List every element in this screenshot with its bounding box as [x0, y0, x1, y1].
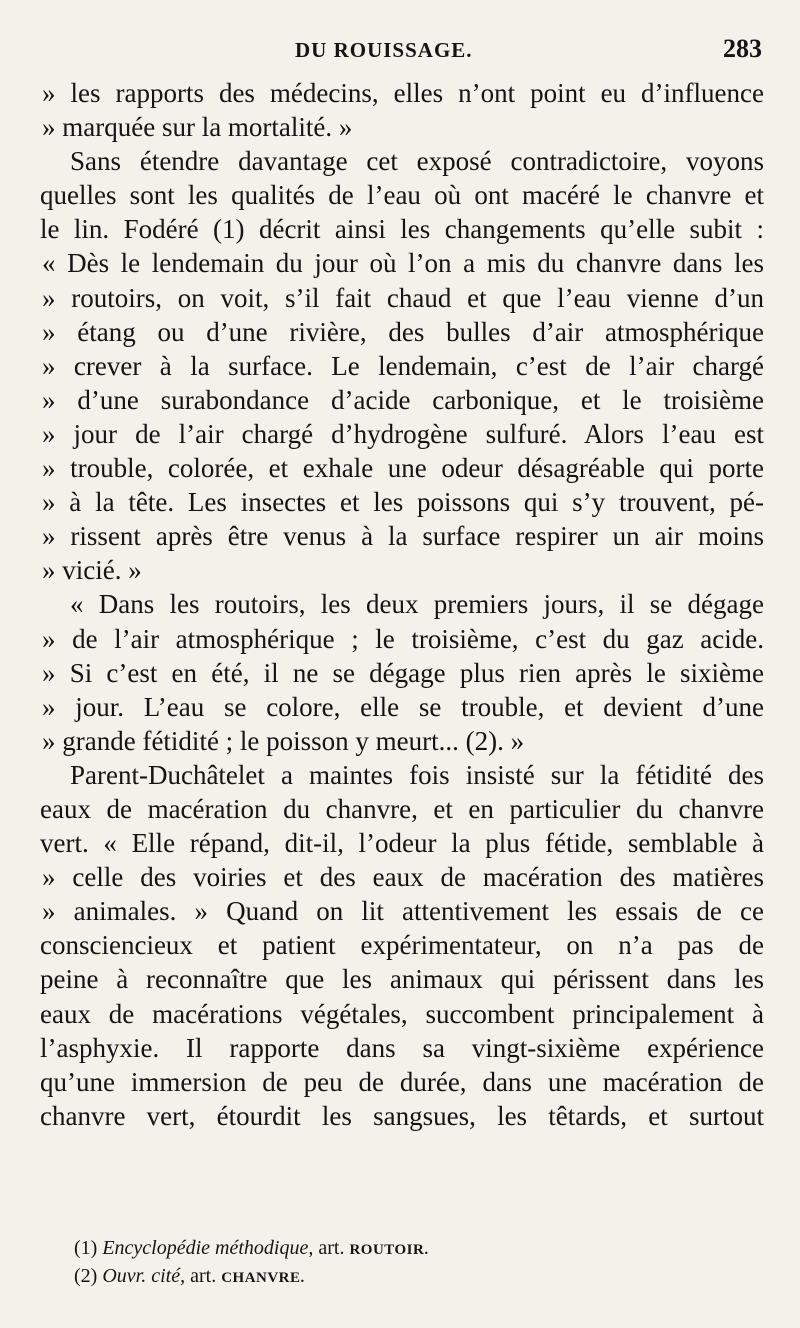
paragraph-start-line: « Dans les routoirs, les deux premiers jours, il se dégage [70, 589, 764, 620]
text-line: » marquée sur la mortalité. » [42, 112, 353, 143]
text-line: le lin. Fodéré (1) décrit ainsi les changements qu’elle subit : [40, 214, 764, 245]
footnote-marker: (1) [74, 1237, 98, 1259]
footnote-entry: ROUTOIR. [349, 1242, 429, 1258]
text-line: qu’une immersion de peu de durée, dans une macération de [40, 1066, 764, 1097]
footnote-separator: , art. [180, 1265, 222, 1287]
page-header [0, 34, 800, 70]
text-line: » rissent après être venus à la surface respirer un air moins [42, 521, 764, 552]
text-line: » de l’air atmosphérique ; le troisième, c’est du gaz acide. [42, 623, 764, 654]
text-line: peine à reconnaître que les animaux qui périssent dans les [40, 964, 764, 995]
footnote [74, 1262, 764, 1290]
text-line: » les rapports des médecins, elles n’ont point eu d’influence [42, 78, 764, 108]
text-line: consciencieux et patient expérimentateur, on n’a pas de [40, 930, 764, 961]
footnote-entry: CHANVRE. [221, 1270, 305, 1286]
text-line: » à la tête. Les insectes et les poissons qui s’y trouvent, pé- [42, 487, 764, 518]
footnote-work-title: Encyclopédie méthodique [102, 1237, 309, 1259]
text-line: » grande fétidité ; le poisson y meurt... (2). » [42, 725, 525, 756]
text-line: l’asphyxie. Il rapporte dans sa vingt-sixième expérience [40, 1032, 764, 1063]
text-line: » Si c’est en été, il ne se dégage plus rien après le sixième [42, 657, 764, 688]
text-line: » animales. » Quand on lit attentivement les essais de ce [42, 896, 764, 927]
text-line: » celle des voiries et des eaux de macération des matières [42, 862, 764, 893]
footnote-separator: , art. [308, 1237, 350, 1259]
text-line: vert. « Elle répand, dit-il, l’odeur la plus fétide, semblable à [40, 828, 764, 859]
paragraph-start-line: Parent-Duchâtelet a maintes fois insisté sur la fétidité des [70, 759, 764, 790]
text-line: » jour. L’eau se colore, elle se trouble, et devient d’une [42, 691, 764, 722]
footnotes [74, 1234, 764, 1290]
body-text [40, 76, 764, 1133]
paragraph-start-line: Sans étendre davantage cet exposé contradictoire, voyons [70, 146, 764, 177]
text-line: » étang ou d’une rivière, des bulles d’air atmosphérique [42, 316, 764, 347]
text-line: quelles sont les qualités de l’eau où ont macéré le chanvre et [40, 180, 764, 211]
text-line: eaux de macérations végétales, succombent principalement à [40, 998, 764, 1029]
running-title: DU ROUISSAGE. [295, 38, 473, 62]
text-line: » crever à la surface. Le lendemain, c’est de l’air chargé [42, 350, 764, 381]
text-line: « Dès le lendemain du jour où l’on a mis du chanvre dans les [42, 248, 764, 279]
footnote-work-title: Ouvr. cité [102, 1265, 181, 1287]
text-line: » trouble, colorée, et exhale une odeur désagréable qui porte [42, 453, 764, 484]
footnote-marker: (2) [74, 1265, 98, 1287]
footnote [74, 1234, 764, 1262]
page-number: 283 [723, 34, 762, 63]
text-line: » vicié. » [42, 555, 142, 586]
text-line: » jour de l’air chargé d’hydrogène sulfuré. Alors l’eau est [42, 418, 764, 449]
text-line: » routoirs, on voit, s’il fait chaud et que l’eau vienne d’un [42, 282, 764, 313]
text-line: chanvre vert, étourdit les sangsues, les têtards, et surtout [40, 1100, 764, 1131]
text-line: » d’une surabondance d’acide carbonique, et le troisième [42, 384, 764, 415]
text-line: eaux de macération du chanvre, et en particulier du chanvre [40, 793, 764, 824]
